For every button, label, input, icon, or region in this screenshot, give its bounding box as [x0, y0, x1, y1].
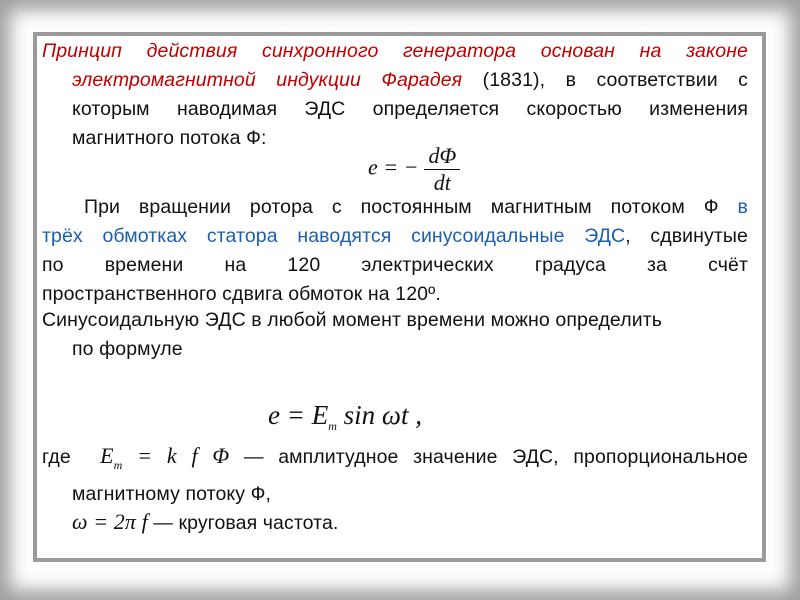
p2-line1: [42, 193, 748, 222]
p1-line1-red: Принцип действия синхронного генератора основан на законе: [42, 40, 748, 62]
p2-line2-blue: трёх обмотках статора наводятся синусоидальные ЭДС: [42, 225, 626, 247]
p2-line3: по времени на 120 электрических градуса за счёт: [42, 254, 748, 276]
faraday-formula-lhs: e = −: [368, 154, 419, 180]
p4-line1: [42, 441, 748, 480]
paragraph-angular-frequency: [72, 507, 672, 538]
amplitude-formula-e: E: [100, 443, 114, 468]
sinusoidal-formula: [268, 400, 422, 434]
p2-line2-rest: , сдвинутые: [625, 225, 748, 247]
p4-line2: магнитному потоку Ф,: [72, 483, 272, 505]
paragraph-amplitude: [42, 441, 748, 509]
p1-line2: [42, 66, 748, 95]
p2-line4: пространственного сдвига обмоток на 120º.: [42, 283, 441, 305]
faraday-fraction: [424, 143, 460, 196]
p1-line3: которым наводимая ЭДС определяется скоростью изменения: [72, 98, 748, 120]
paragraph-rotor-rotation: [42, 193, 748, 309]
amplitude-formula: [100, 443, 230, 472]
p4-prefix: где: [42, 446, 71, 468]
p2-line1-blue: в: [737, 196, 748, 218]
faraday-numerator: dΦ: [424, 143, 460, 170]
p3-line1: Синусоидальную ЭДС в любой момент времени можно определить: [42, 309, 662, 331]
faraday-denominator: dt: [433, 170, 451, 195]
p5-text: — круговая частота.: [147, 512, 339, 534]
amplitude-formula-sub: m: [113, 458, 123, 472]
p1-line2-red: электромагнитной индукции Фарадея: [72, 69, 463, 91]
angular-frequency-formula: ω = 2π f: [72, 509, 148, 534]
p1-line1: [42, 37, 748, 66]
sin-formula-subscript: m: [328, 419, 337, 433]
paragraph-faraday-principle: [42, 37, 748, 153]
amplitude-formula-rest: = k f Φ: [122, 443, 230, 468]
p2-line2: [42, 222, 748, 251]
sin-formula-text: e = E: [268, 400, 329, 430]
p1-line2-rest: (1831), в соответствии с: [462, 69, 748, 91]
paragraph-sinusoidal-emf: [42, 306, 748, 364]
p1-line4: магнитного потока Ф:: [72, 127, 267, 149]
p3-line2: по формуле: [72, 338, 183, 360]
faraday-formula: [368, 143, 460, 196]
p4-line1-rest: — амплитудное значение ЭДС, пропорциональное: [243, 446, 748, 468]
sin-formula-rest: sin ωt ,: [336, 400, 422, 430]
p2-line1-black: При вращении ротора с постоянным магнитным потоком Ф: [84, 196, 738, 218]
